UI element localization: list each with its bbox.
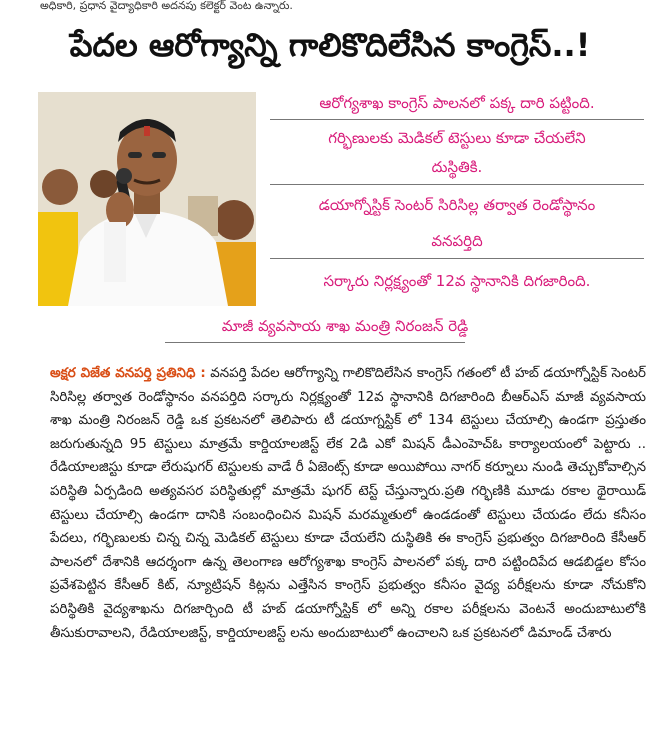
highlight-line: వనపర్తిది bbox=[431, 232, 483, 250]
highlight-line: డయాగ్నోస్టిక్ సెంటర్ సిరిసిల్ల తర్వాత రెండోస్థానం bbox=[318, 196, 596, 214]
divider bbox=[270, 258, 644, 259]
divider bbox=[270, 119, 644, 120]
dateline: అక్షర విజేత వనపర్తి ప్రతినిధి : bbox=[50, 366, 206, 381]
highlight-line: సర్కారు నిర్లక్ష్యంతో 12వ స్థానానికి దిగజారింది. bbox=[323, 272, 591, 290]
highlights-panel bbox=[262, 90, 652, 308]
byline: మాజీ వ్యవసాయ శాఖ మంత్రి నిరంజన్ రెడ్డి bbox=[221, 317, 469, 335]
article-body bbox=[50, 362, 646, 645]
highlight-line: దుస్థితికి. bbox=[431, 158, 483, 176]
article-text: వనపర్తి పేదల ఆరోగ్యాన్ని గాలికొదిలేసిన కాంగ్రెస్ గతంలో టీ హబ్ డయాగ్నోస్టిక్ సెంటర్ సిరిసిల్ల తర్వాత రెండోస్థానం వనపర్తిది సర్కారు నిర్లక్ష్యంతో 12వ స్థానానికి దిగజారింది బీఆర్ఎస్ మాజీ వ్యవసాయ శాఖ మంత్రి నిరంజన్ రెడ్డి ఒక ప్రకటనలో తెలిపారు టీ డయాగ్నస్టిక్ లో 134 టెస్టులు చేయాల్సి ఉండగా ప్రస్తుతం జరుగుతున్నది 95 టెస్టులు మాత్రమే కార్డియాలజిస్ట్ లేక 2డి ఎకో మిషన్ డీఎంహెచ్ఓ కార్యాలయంలో పెట్టారు .. రేడియాలజిస్టు కూడా లేరుషుగర్ టెస్టులకు వాడే రీ ఏజెంట్స్ కూడా అయిపోయి నాగర్ కర్నూలు నుండి తెచ్చుకోవాల్సిన పరిస్థితి ఏర్పడింది అత్యవసర పరిస్థితుల్లో మాత్రమే షుగర్ టెస్ట్ చేస్తున్నారు.ప్రతి గర్భిణికి మూడు రకాల థైరాయిడ్ టెస్టులు చేయాల్సి ఉండగా దానికి సంబంధించిన మిషన్ మరమ్మతులో ఉండడంతో టెస్టులు చేయడం లేదు కనీసం పేదలు, గర్భిణులకు చిన్న చిన్న మెడికల్ టెస్టులు కూడా చేయలేని దుస్థితికి ఈ కాంగ్రెస్ ప్రభుత్వం దిగజారింది కేసీఆర్ పాలనలో దేశానికి ఆదర్శంగా ఉన్న తెలంగాణ ఆరోగ్యశాఖ కాంగ్రెస్ పాలనలో పక్క దారి పట్టిందిపేద ఆడబిడ్డల కోసం ప్రవేశపెట్టిన కేసీఆర్ కిట్, న్యూట్రిషన్ కిట్లను ఎత్తేసిన కాంగ్రెస్ ప్రభుత్వం కనీసం వైద్య పరీక్షలను కూడా నోచుకోని పరిస్థితికి వైద్యశాఖను దిగజార్చింది టీ హబ్ డయాగ్నోస్టిక్ లో అన్ని రకాల పరీక్షలను వెంటనే అందుబాటులోకి తీసుకురావాలని, రేడియాలజిస్ట్, కార్డియాలజిస్ట్ లను అందుబాటులో ఉంచాలని ఒక ప్రకటనలో డిమాండ్ చేశారు bbox=[50, 366, 646, 641]
highlight-line: ఆరోగ్యశాఖ కాంగ్రెస్ పాలనలో పక్క దారి పట్టింది. bbox=[319, 94, 595, 112]
previous-article-tail: అధికారి, ప్రధాన వైద్యాధికారి అదనపు కలెక్టర్ వెంట ఉన్నారు. bbox=[40, 0, 293, 12]
speaker-photo bbox=[38, 92, 256, 306]
highlight-line: గర్భిణులకు మెడికల్ టెస్టులు కూడా చేయలేని bbox=[328, 129, 586, 147]
divider bbox=[165, 342, 465, 343]
headline: పేదల ఆరోగ్యాన్ని గాలికొదిలేసిన కాంగ్రెస్..! bbox=[69, 26, 591, 64]
divider bbox=[270, 184, 644, 185]
